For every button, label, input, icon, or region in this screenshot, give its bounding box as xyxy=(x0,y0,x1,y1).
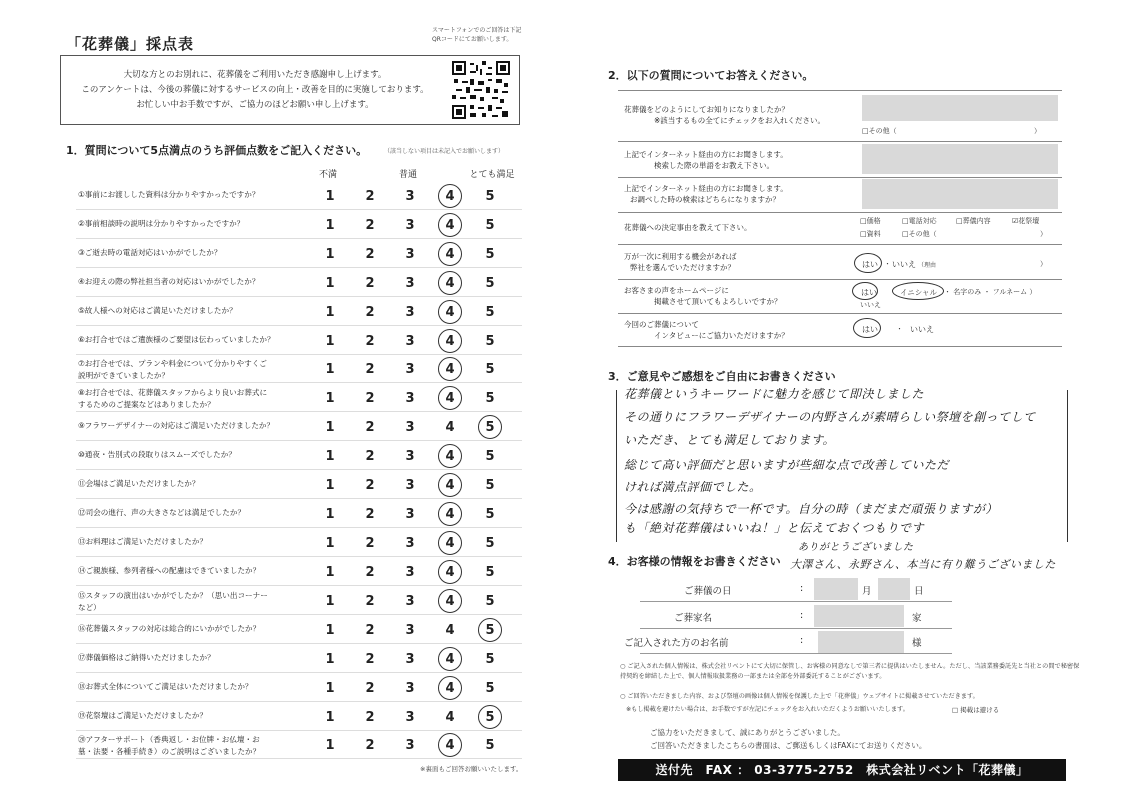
section1-note: （該当しない項目は未記入でお願いします） xyxy=(384,148,505,155)
score-option[interactable]: 4 xyxy=(445,449,455,464)
colon: : xyxy=(800,635,804,646)
thanks-line: ご協力をいただきまして、誠にありがとうございました。 xyxy=(650,728,845,737)
question-label: ⑬お料理はご満足いただけましたか？ xyxy=(78,537,208,546)
selected-circle xyxy=(852,282,878,300)
selected-score-circle xyxy=(438,271,462,295)
score-option[interactable]: 1 xyxy=(325,738,335,753)
score-option[interactable]: 1 xyxy=(325,507,335,522)
score-option[interactable]: 1 xyxy=(325,652,335,667)
selected-score-circle xyxy=(438,242,462,266)
thanks-line: ご回答いただきましたこちらの書面は、ご郵送もしくはFAXにてお送りください。 xyxy=(650,741,927,750)
q-line: 花葬儀をどのようにしてお知りになりましたか？ xyxy=(624,105,789,114)
score-option[interactable]: 2 xyxy=(365,681,375,696)
score-option[interactable]: 1 xyxy=(325,449,335,464)
option-yes[interactable]: はい xyxy=(862,325,878,334)
divider xyxy=(618,90,1062,91)
score-option[interactable]: 1 xyxy=(325,276,335,291)
funeral-date-label: ご葬儀の日 xyxy=(684,586,732,597)
redacted-area xyxy=(862,95,1058,121)
q-line: ※該当するもの全てにチェックをお入れください。 xyxy=(654,116,826,125)
score-option[interactable]: 5 xyxy=(485,218,495,233)
row-divider xyxy=(76,267,522,268)
handwritten-line: 大澤さん、永野さん、本当に有り難うございました xyxy=(790,558,1056,571)
scale-low-label: 不満 xyxy=(318,170,337,180)
score-option[interactable]: 3 xyxy=(405,536,415,551)
score-option[interactable]: 5 xyxy=(485,420,495,435)
option-materials[interactable]: □資料 xyxy=(860,230,881,238)
score-option[interactable]: 3 xyxy=(405,594,415,609)
selected-score-circle xyxy=(438,676,462,700)
row-divider xyxy=(76,469,522,470)
score-option[interactable]: 1 xyxy=(325,305,335,320)
reason-label: （理由 xyxy=(918,262,937,269)
score-option[interactable]: 3 xyxy=(405,623,415,638)
score-option[interactable]: 2 xyxy=(365,449,375,464)
score-option[interactable]: 1 xyxy=(325,334,335,349)
score-option[interactable]: 1 xyxy=(325,478,335,493)
score-option[interactable]: 4 xyxy=(445,334,455,349)
score-option[interactable]: 4 xyxy=(445,594,455,609)
q-line: お客さまの声をホームページに xyxy=(624,286,729,295)
score-option[interactable]: 4 xyxy=(445,420,455,435)
score-option[interactable]: 4 xyxy=(445,738,455,753)
row-divider xyxy=(76,672,522,673)
question-label: ⑩通夜・告別式の段取りはスムーズでしたか？ xyxy=(78,450,236,459)
selected-score-circle xyxy=(438,589,462,613)
writer-name-label: ご記入された方のお名前 xyxy=(624,638,729,649)
question-label: ⑨フラワーデザイナーの対応はご満足いただけましたか？ xyxy=(78,421,275,430)
redacted-family-name xyxy=(814,605,904,627)
selected-score-circle xyxy=(438,329,462,353)
score-option[interactable]: 3 xyxy=(405,449,415,464)
row-divider xyxy=(76,411,522,412)
option-other[interactable]: □その他（ xyxy=(862,127,897,135)
option-other[interactable]: □その他（ xyxy=(902,230,937,238)
section4-title: 4．お客様の情報をお書きください xyxy=(608,555,781,568)
question-label: ⑭ご親族様、参列者様への配慮はできていましたか？ xyxy=(78,566,261,575)
question-label: ⑤故人様への対応はご満足いただけましたか？ xyxy=(78,306,237,315)
score-option[interactable]: 5 xyxy=(485,449,495,464)
score-option[interactable]: 5 xyxy=(485,623,495,638)
month-label: 月 xyxy=(862,586,872,597)
colon: : xyxy=(800,610,804,621)
score-option[interactable]: 3 xyxy=(405,710,415,725)
intro-text xyxy=(70,68,440,113)
q-search-words xyxy=(624,149,854,171)
divider xyxy=(618,212,1062,213)
score-option[interactable]: 4 xyxy=(445,536,455,551)
question-label: ⑦お打合せでは、プランや料金について分かりやすくご説明ができていましたか？ xyxy=(78,359,267,380)
publish-note: ○ ご回答いただきました内容、および祭壇の画像は個人情報を保護した上で「花葬儀」ウェブサイトに掲載させていただきます。 xyxy=(620,693,979,700)
question-label: ②事前相談時の説明は分かりやすかったですか？ xyxy=(78,219,245,228)
score-option[interactable]: 2 xyxy=(365,276,375,291)
score-option[interactable]: 5 xyxy=(485,738,495,753)
scale-mid-label: 普通 xyxy=(398,170,417,180)
score-option[interactable]: 4 xyxy=(445,189,455,204)
score-option[interactable]: 2 xyxy=(365,305,375,320)
score-option[interactable]: 4 xyxy=(445,391,455,406)
family-suffix: 家 xyxy=(912,613,922,624)
redacted-month xyxy=(814,578,858,600)
selected-score-circle xyxy=(438,357,462,381)
row-divider xyxy=(76,556,522,557)
score-option[interactable]: 4 xyxy=(445,218,455,233)
score-option[interactable]: 4 xyxy=(445,478,455,493)
score-option[interactable]: 2 xyxy=(365,623,375,638)
score-option[interactable]: 4 xyxy=(445,276,455,291)
divider xyxy=(618,177,1062,178)
qr-note: スマートフォンでのご回答は下記QRコードにてお願いします。 xyxy=(432,27,522,43)
score-option[interactable]: 2 xyxy=(365,334,375,349)
handwritten-line: いただき、とても満足しております。 xyxy=(624,433,836,447)
score-option[interactable]: 3 xyxy=(405,565,415,580)
selected-circle xyxy=(853,318,881,338)
q-publish xyxy=(624,285,854,307)
score-option[interactable]: 5 xyxy=(485,362,495,377)
score-option[interactable]: 3 xyxy=(405,681,415,696)
option-no[interactable]: いいえ xyxy=(860,301,881,309)
score-option[interactable]: 3 xyxy=(405,478,415,493)
score-option[interactable]: 1 xyxy=(325,594,335,609)
row-divider xyxy=(76,382,522,383)
score-option[interactable]: 1 xyxy=(325,536,335,551)
score-option[interactable]: 4 xyxy=(445,565,455,580)
scale-high-label: とても満足 xyxy=(469,170,515,180)
score-option[interactable]: 2 xyxy=(365,420,375,435)
score-option[interactable]: 5 xyxy=(485,536,495,551)
selected-score-circle xyxy=(438,300,462,324)
score-option[interactable]: 4 xyxy=(445,652,455,667)
row-divider xyxy=(76,585,522,586)
selected-score-circle xyxy=(438,647,462,671)
score-option[interactable]: 2 xyxy=(365,507,375,522)
score-option[interactable]: 3 xyxy=(405,276,415,291)
score-option[interactable]: 5 xyxy=(485,334,495,349)
score-option[interactable]: 1 xyxy=(325,391,335,406)
score-option[interactable]: 2 xyxy=(365,710,375,725)
score-option[interactable]: 1 xyxy=(325,623,335,638)
redacted-writer-name xyxy=(818,631,904,653)
score-option[interactable]: 4 xyxy=(445,507,455,522)
q-decision-reason: 花葬儀への決定事由を教えて下さい。 xyxy=(624,223,752,232)
score-option[interactable]: 2 xyxy=(365,652,375,667)
score-option[interactable]: 2 xyxy=(365,189,375,204)
divider xyxy=(618,279,1062,280)
score-option[interactable]: 3 xyxy=(405,420,415,435)
dot: ・ xyxy=(884,260,891,268)
score-option[interactable]: 1 xyxy=(325,565,335,580)
underline xyxy=(640,601,952,602)
q-reuse xyxy=(624,251,854,273)
score-option[interactable]: 1 xyxy=(325,681,335,696)
privacy-note: ○ ご記入された個人情報は、株式会社リベントにて大切に保管し、お客様の同意なしで第三者に提供はいたしません。ただし、当該業務委託先と当社との間で秘密保持契約を締結した上で、個人情報取扱業務の一部または全部を外部委託することがございます。 xyxy=(620,663,1080,680)
selected-score-circle xyxy=(438,444,462,468)
option-yes[interactable]: はい xyxy=(862,260,878,269)
score-option[interactable]: 1 xyxy=(325,218,335,233)
score-option[interactable]: 4 xyxy=(445,305,455,320)
handwritten-line: 総じて高い評価だと思いますが些細な点で改善していただ xyxy=(624,458,950,472)
question-label: ④お迎えの際の弊社担当者の対応はいかがでしたか？ xyxy=(78,277,260,286)
q-line: 検索した際の単語をお教え下さい。 xyxy=(654,161,774,170)
q-interview xyxy=(624,319,854,341)
divider xyxy=(618,141,1062,142)
score-option[interactable]: 3 xyxy=(405,652,415,667)
question-label: ⑫司会の進行、声の大きさなどは満足でしたか？ xyxy=(78,508,246,517)
redacted-area xyxy=(862,144,1058,174)
paren: ） xyxy=(1040,260,1047,268)
score-option[interactable]: 3 xyxy=(405,362,415,377)
score-option[interactable]: 4 xyxy=(445,247,455,262)
score-option[interactable]: 4 xyxy=(445,362,455,377)
handwritten-line: 花葬儀というキーワードに魅力を感じて即決しました xyxy=(624,387,925,401)
option-flower-altar[interactable]: ☑花祭壇 xyxy=(1012,217,1040,225)
score-option[interactable]: 1 xyxy=(325,710,335,725)
option-phone[interactable]: □電話対応 xyxy=(902,217,937,225)
score-option[interactable]: 2 xyxy=(365,478,375,493)
q-line: 今回のご葬儀について xyxy=(624,320,699,329)
score-option[interactable]: 4 xyxy=(445,681,455,696)
score-option[interactable]: 3 xyxy=(405,247,415,262)
score-option[interactable]: 5 xyxy=(485,305,495,320)
option-price[interactable]: □価格 xyxy=(860,217,881,225)
option-no[interactable]: いいえ xyxy=(892,260,916,269)
score-option[interactable]: 3 xyxy=(405,738,415,753)
section2-title: 2．以下の質問についてお答えください。 xyxy=(608,69,814,82)
question-label: ⑪会場はご満足いただけましたか？ xyxy=(78,479,200,488)
question-label: ⑧お打合せでは、花葬儀スタッフからより良いお葬式にするためのご提案などはありましたか？ xyxy=(78,388,268,409)
score-option[interactable]: 3 xyxy=(405,218,415,233)
row-divider xyxy=(76,296,522,297)
q-line: 弊社を選んでいただけますか？ xyxy=(630,263,735,272)
paren: ） xyxy=(1034,127,1041,135)
score-option[interactable]: 5 xyxy=(485,710,495,725)
row-divider xyxy=(76,527,522,528)
score-option[interactable]: 5 xyxy=(485,507,495,522)
selected-score-circle xyxy=(438,733,462,757)
option-content[interactable]: □葬儀内容 xyxy=(956,217,991,225)
handwritten-line: も「絶対花葬儀はいいね！」と伝えておくつもりです xyxy=(624,521,925,535)
option-yes[interactable]: はい xyxy=(861,288,877,297)
handwritten-line: ありがとうございました xyxy=(798,542,914,553)
q-search-engine xyxy=(624,183,854,205)
intro-line: このアンケートは、今後の葬儀に対するサービスの向上・改善を目的に実施しております。 xyxy=(81,85,429,95)
row-divider xyxy=(76,440,522,441)
row-divider xyxy=(76,643,522,644)
score-option[interactable]: 5 xyxy=(485,189,495,204)
selected-score-circle xyxy=(438,213,462,237)
day-label: 日 xyxy=(914,586,924,597)
score-option[interactable]: 5 xyxy=(485,652,495,667)
question-label: ③ご逝去時の電話対応はいかがでしたか？ xyxy=(78,248,222,257)
score-option[interactable]: 2 xyxy=(365,391,375,406)
q-line: 上記でインターネット経由の方にお聞きします。 xyxy=(624,184,788,193)
selected-score-circle xyxy=(438,531,462,555)
dot: ・ xyxy=(896,325,903,333)
redacted-day xyxy=(878,578,910,600)
back-note: ※裏面もご回答お願いいたします。 xyxy=(420,765,523,773)
writer-suffix: 様 xyxy=(912,638,922,649)
q-line: 万が一次に利用する機会があれば xyxy=(624,252,737,261)
score-option[interactable]: 2 xyxy=(365,565,375,580)
selected-score-circle xyxy=(438,184,462,208)
family-name-label: ご葬家名 xyxy=(674,613,713,624)
score-option[interactable]: 2 xyxy=(365,594,375,609)
selected-score-circle xyxy=(438,502,462,526)
score-option[interactable]: 4 xyxy=(445,623,455,638)
score-option[interactable]: 5 xyxy=(485,391,495,406)
selected-score-circle xyxy=(438,386,462,410)
section3-title: 3．ご意見やご感想をご自由にお書きください xyxy=(608,370,836,383)
handwritten-line: 今は感謝の気持ちで一杯です。自分の時（まだまだ頑張りますが） xyxy=(624,502,998,516)
selected-score-circle xyxy=(478,618,502,642)
score-option[interactable]: 5 xyxy=(485,276,495,291)
question-label: ⑳アフターサポート（香典返し・お位牌・お仏壇・お墓・法要・各種手続き）のご説明はございましたか？ xyxy=(78,735,261,756)
score-option[interactable]: 3 xyxy=(405,391,415,406)
question-label: ⑲花祭壇はご満足いただけましたか？ xyxy=(78,711,208,720)
score-option[interactable]: 3 xyxy=(405,507,415,522)
underline xyxy=(640,628,952,629)
score-option[interactable]: 1 xyxy=(325,420,335,435)
question-label: ⑱お葬式全体についてご満足はいただけましたか？ xyxy=(78,682,253,691)
score-option[interactable]: 2 xyxy=(365,738,375,753)
row-divider xyxy=(76,701,522,702)
score-option[interactable]: 5 xyxy=(485,478,495,493)
score-option[interactable]: 2 xyxy=(365,362,375,377)
score-option[interactable]: 2 xyxy=(365,247,375,262)
page-title: 「花葬儀」採点表 xyxy=(66,35,195,53)
row-divider xyxy=(76,238,522,239)
row-divider xyxy=(76,730,522,731)
handwritten-line: ければ満点評価でした。 xyxy=(624,480,762,494)
question-label: ⑯花葬儀スタッフの対応は総合的にいかがでしたか？ xyxy=(78,624,261,633)
score-option[interactable]: 3 xyxy=(405,305,415,320)
divider xyxy=(618,313,1062,314)
intro-line: お忙しい中お手数ですが、ご協力のほどお願い申し上げます。 xyxy=(136,100,374,110)
option-name-types[interactable]: ・ 名字のみ ・ フルネーム ） xyxy=(944,288,1037,296)
score-option[interactable]: 2 xyxy=(365,536,375,551)
selected-score-circle xyxy=(438,473,462,497)
opt-out-note: ※もし掲載を避けたい場合は、お手数ですが左記にチェックをお入れいただくようお願いいたします。 xyxy=(626,706,909,713)
score-option[interactable]: 4 xyxy=(445,710,455,725)
row-divider xyxy=(76,498,522,499)
opt-out-checkbox[interactable]: □ 掲載は避ける xyxy=(952,706,1000,714)
redacted-area xyxy=(862,179,1058,209)
question-label: ⑮スタッフの演出はいかがでしたか？（思い出コーナーなど） xyxy=(78,591,268,612)
q-line: 掲載させて頂いてもよろしいですか？ xyxy=(654,297,782,306)
handwritten-line: その通りにフラワーデザイナーの内野さんが素晴らしい祭壇を創ってして xyxy=(624,410,1036,424)
section1-title: 1．質問について5点満点のうち評価点数をご記入ください。 xyxy=(66,144,368,157)
divider xyxy=(618,346,1062,347)
paren: ） xyxy=(1040,230,1047,238)
row-divider xyxy=(76,209,522,210)
qr-code-icon[interactable] xyxy=(452,61,510,119)
fax-footer: 送付先 FAX ： 03-3775-2752 株式会社リベント「花葬儀」 xyxy=(618,759,1066,781)
score-option[interactable]: 2 xyxy=(365,218,375,233)
row-divider xyxy=(76,758,522,759)
score-option[interactable]: 5 xyxy=(485,681,495,696)
option-no[interactable]: いいえ xyxy=(910,325,934,334)
score-option[interactable]: 5 xyxy=(485,247,495,262)
row-divider xyxy=(76,325,522,326)
score-option[interactable]: 1 xyxy=(325,362,335,377)
divider xyxy=(618,244,1062,245)
intro-line: 大切な方とのお別れに、花葬儀をご利用いただき感謝申し上げます。 xyxy=(123,70,387,80)
selected-score-circle xyxy=(438,560,462,584)
row-divider xyxy=(76,354,522,355)
selected-circle xyxy=(854,253,882,273)
score-option[interactable]: 3 xyxy=(405,189,415,204)
colon: : xyxy=(800,583,804,594)
question-label: ⑰葬儀価格はご納得いただけましたか？ xyxy=(78,653,215,662)
selected-circle xyxy=(892,282,944,300)
q-line: インタビューにご協力いただけますか？ xyxy=(654,331,789,340)
row-divider xyxy=(76,614,522,615)
selected-score-circle xyxy=(478,705,502,729)
score-option[interactable]: 1 xyxy=(325,247,335,262)
option-initial[interactable]: イニシャル xyxy=(900,288,938,297)
score-option[interactable]: 5 xyxy=(485,594,495,609)
selected-score-circle xyxy=(478,415,502,439)
q-line: 上記でインターネット経由の方にお聞きします。 xyxy=(624,150,788,159)
q-how-known xyxy=(624,104,854,126)
question-label: ⑥お打合せではご遺族様のご要望は伝わっていましたか？ xyxy=(78,335,275,344)
score-option[interactable]: 5 xyxy=(485,565,495,580)
underline xyxy=(640,653,952,654)
q-line: お調べした時の検索はどちらになりますか？ xyxy=(630,195,780,204)
score-option[interactable]: 3 xyxy=(405,334,415,349)
score-option[interactable]: 1 xyxy=(325,189,335,204)
question-label: ①事前にお渡しした資料は分かりやすかったですか？ xyxy=(78,190,260,199)
